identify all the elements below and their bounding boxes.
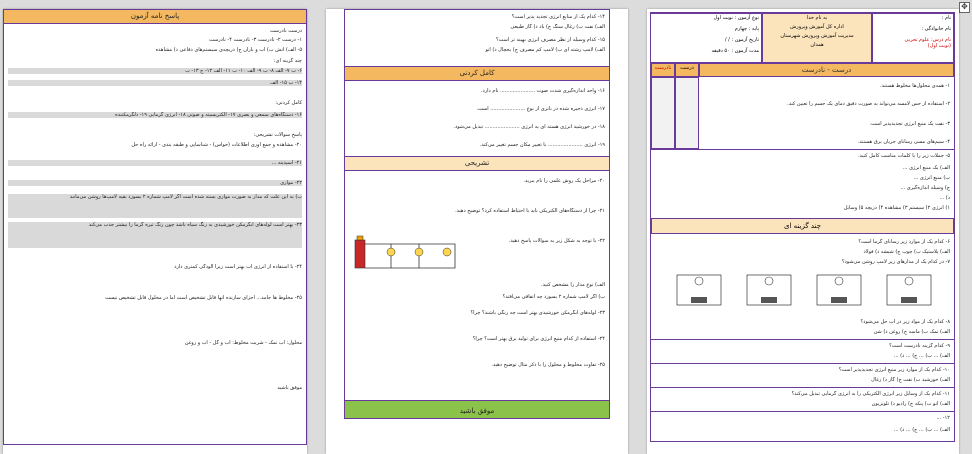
- answer-line: ۱۴- ب ۱۵- الف: [8, 80, 302, 86]
- answer-line: ۲۰- مشاهده و جمع آوری اطلاعات (حواس) - شناسایی و طبقه بندی - ارائه راه حل: [131, 142, 302, 148]
- options-line: الف) لامپ رشته ای ب) لامپ کم مصرف ج) یخچال د) اتو: [485, 47, 605, 53]
- move-handle-icon[interactable]: ✥: [959, 2, 970, 13]
- mc-options: الف) ... ب) ... ج) ... د) ...: [893, 353, 950, 359]
- name-field: نام :: [941, 15, 951, 21]
- term-field: (نوبت اول): [927, 43, 951, 49]
- question-line: ۱۹- انرژی ...................... با تغییر مکان جسم تغییر می‌کند.: [479, 142, 605, 148]
- exam-duration: مدت آزمون : ۵۰ دقیقه: [711, 48, 759, 54]
- footer-banner: موفق باشید: [345, 400, 609, 419]
- family-field: نام خانوادگی :: [921, 26, 951, 32]
- answer-line: ۱- درست ۲- نادرست ۳- نادرست ۴- نادرست: [209, 37, 302, 43]
- answer-line: ۲۲- موازی: [8, 180, 302, 186]
- grade: پایه : چهارم: [734, 26, 759, 32]
- answer-line: ۲۵- مخلوط ها جامد... اجزای سازنده آنها قابل تشخیص است اما در محلول قابل تشخیص نیست: [105, 295, 302, 301]
- answer-line: پاسخ سوالات تشریحی:: [253, 132, 302, 138]
- question-line: ۲۴- استفاده از کدام منبع انرژی برای تولید برق بهتر است؟ چرا؟: [472, 336, 605, 342]
- mc-options: الف) ... ب) ... ج) ... د) ...: [893, 427, 950, 433]
- essay-title: تشریحی: [345, 156, 609, 171]
- divider: [651, 149, 954, 150]
- subject-field: نام درس: علوم تجربی: [904, 37, 951, 43]
- match-line: ب) منبع انرژی ...: [913, 175, 950, 181]
- answer-line: ۵- الف) آتش ب) آب و باران ج) دریچه‌ی سیستم‌های دفاعی د) مشاهده: [155, 47, 302, 53]
- bulb-icon: [765, 277, 773, 285]
- org-info: [762, 13, 872, 63]
- tf-question: ۲- استفاده از حس لامسه می‌تواند به صورت دقیق دمای یک جسم را تعیین کند.: [787, 101, 950, 107]
- mc-question: ۶- کدام یک از موارد زیر رسانای گرما است؟: [858, 239, 950, 245]
- exam-info: [650, 13, 762, 63]
- question-line: ۲۲- با توجه به شکل زیر به سوالات پاسخ دهید.: [508, 238, 605, 244]
- battery-icon: [901, 297, 917, 303]
- battery-icon: [831, 297, 847, 303]
- student-info: [872, 13, 954, 63]
- mc-question: ۷- در کدام یک از مدارهای زیر لامپ روشن می‌شود؟: [841, 259, 950, 265]
- match-line: الف) یک منبع انرژی ...: [902, 165, 950, 171]
- answer-frame: [3, 9, 307, 445]
- battery-icon: [355, 240, 365, 268]
- circuit-options-figure: [671, 267, 941, 315]
- question-line: ۱۴- کدام یک از منابع انرژی تجدید پذیر است؟: [511, 14, 605, 20]
- mc-question: ۸- کدام یک از مواد زیر در آب حل می‌شود؟: [860, 319, 950, 325]
- tf-question: ۴- سیم‌های مسی رسانای جریان برق هستند.: [857, 139, 950, 145]
- tf-title: درست - نادرست: [699, 63, 954, 77]
- answer-line: ۶- ب ۷- الف ۸- ب ۹- الف ۱۰- ب ۱۱- الف ۱۲- ج ۱۳- ب: [8, 68, 302, 74]
- match-question: ۵- جملات زیر را با کلمات مناسب کامل کنید.: [857, 153, 950, 159]
- answer-line: کامل کردنی:: [275, 100, 302, 106]
- match-line: د) ...: [939, 195, 950, 201]
- question-line: ۲۳- لوله‌های آبگرمکن خورشیدی بهتر است چه رنگی باشند؟ چرا؟: [470, 310, 605, 316]
- options-line: الف) نفت ب) زغال سنگ ج) باد د) گاز طبیعی: [510, 24, 605, 30]
- circuit-diagram: [351, 232, 461, 278]
- mc-title: چند گزینه ای: [651, 218, 954, 234]
- bulb-icon: [415, 248, 423, 256]
- exam-page-1: [647, 9, 959, 454]
- match-line: ج) وسیله اندازه‌گیری ...: [900, 185, 950, 191]
- bulb-icon: [695, 277, 703, 285]
- bismillah: به نام خدا: [806, 15, 828, 21]
- bulb-icon: [905, 277, 913, 285]
- question-line: ۱۵- کدام وسیله از نظر مصرف انرژی بهینه تر است؟: [496, 37, 605, 43]
- tf-col-false-body: [651, 77, 675, 149]
- tf-question: ۱- همه‌ی محلول‌ها مخلوط هستند.: [879, 83, 950, 89]
- question-line: ۱۶- واحد اندازه‌گیری شدت صوت ...................... نام دارد.: [480, 88, 605, 94]
- battery-icon: [761, 297, 777, 303]
- question-line: ۱۸- در خورشید انرژی هسته ای به انرژی ...................... تبدیل می‌شود.: [453, 124, 605, 130]
- bulb-icon: [835, 277, 843, 285]
- answer-line: ب) به این علت که مدار به صورت موازی بسته شده است اگر لامپ شماره ۲ بسوزد بقیه لامپ‌ها روشن می‌مانند: [8, 194, 302, 218]
- question-line: ۲۱- چرا از دستگاه‌های الکتریکی باید با احتیاط استفاده کرد؟ توضیح دهید.: [455, 208, 605, 214]
- question-line: ب) اگر لامپ شماره ۲ بسوزد چه اتفاقی می‌افتد؟: [502, 294, 605, 300]
- answer-line: ۱۶- دستگاه‌های سمعی و بصری ۱۷- الکتریسیته و صوتی ۱۸- انرژی گرمایی ۱۹- دلگرمکننده: [8, 112, 302, 118]
- divider: [651, 339, 954, 340]
- closing-line: موفق باشید: [277, 385, 302, 391]
- divider: [651, 387, 954, 388]
- exam-type: نوع آزمون : نوبت اول: [713, 15, 759, 21]
- battery-icon: [691, 297, 707, 303]
- tf-col-false: نادرست: [651, 63, 675, 77]
- question-line: ۲۰- مراحل یک روش علمی را نام ببرید.: [523, 178, 605, 184]
- city-line: همدان: [810, 42, 824, 48]
- tf-question: ۳- نفت یک منبع انرژی تجدیدپذیر است.: [869, 121, 950, 127]
- match-options: ۱) انرژی ۲) سیستم ۳) مشاهده ۴) دریچه ۵) وسایل: [843, 205, 950, 211]
- bulb-icon: [443, 248, 451, 256]
- answer-line: ۲۴- با استفاده از انرژی آب بهتر است زیرا آلودگی کمتری دارد: [174, 264, 302, 270]
- answer-sheet-page: [3, 9, 307, 454]
- mc-question: ۱۰- کدام یک از موارد زیر منبع انرژی تجدیدپذیر است؟: [838, 367, 950, 373]
- tf-header: درست نادرست: [270, 28, 302, 34]
- tf-col-true-body: [675, 77, 699, 149]
- mc-options: الف) پلاستیک ب) چوب ج) شیشه د) فولاد: [863, 249, 950, 255]
- answer-line: محلول: آب نمک - شربت مخلوط: آب و گل - آب و روغن: [184, 340, 302, 346]
- question-line: ۲۵- تفاوت مخلوط و محلول را با ذکر مثال توضیح دهید.: [491, 362, 605, 368]
- divider: [651, 411, 954, 412]
- answer-line: ۲۳- بهتر است لوله‌های آبگرمکن خورشیدی به رنگ سیاه باشد چون رنگ تیره گرما را بیشتر جذب می‌کند: [8, 222, 302, 248]
- answer-line: چند گزینه ای:: [273, 58, 302, 64]
- exam-frame: [344, 9, 610, 419]
- org-line: مدیریت آموزش وپرورش شهرستان: [780, 33, 854, 39]
- exam-frame: [650, 12, 955, 442]
- bulb-icon: [387, 248, 395, 256]
- mc-options: الف) اتو ب) پنکه ج) رادیو د) تلویزیون: [871, 401, 950, 407]
- question-line: الف) نوع مدار را مشخص کنید.: [541, 282, 605, 288]
- mc-question: ۱۱- کدام یک از وسایل زیر انرژی الکتریکی را به انرژی گرمایی تبدیل می‌کند؟: [791, 391, 950, 397]
- question-line: ۱۷- انرژی ذخیره شده در باتری از نوع ...................... است.: [476, 106, 605, 112]
- fill-title: کامل کردنی: [345, 66, 609, 81]
- answer-title: پاسخ نامه آزمون: [4, 10, 306, 24]
- mc-question: ۹- کدام گزینه نادرست است؟: [889, 343, 950, 349]
- mc-options: الف) خورشید ب) نفت ج) گاز د) زغال: [871, 377, 950, 383]
- exam-date: تاریخ آزمون : / /: [724, 37, 759, 43]
- mc-options: الف) نمک ب) ماسه ج) روغن د) شن: [873, 329, 950, 335]
- org-line: اداره کل آموزش وپرورش: [790, 24, 844, 30]
- tf-col-true: درست: [675, 63, 699, 77]
- divider: [651, 363, 954, 364]
- exam-page-2: [326, 9, 628, 454]
- answer-line: ۲۱- اسیدیته ...: [8, 160, 302, 166]
- mc-question: ۱۲- ...: [936, 415, 950, 421]
